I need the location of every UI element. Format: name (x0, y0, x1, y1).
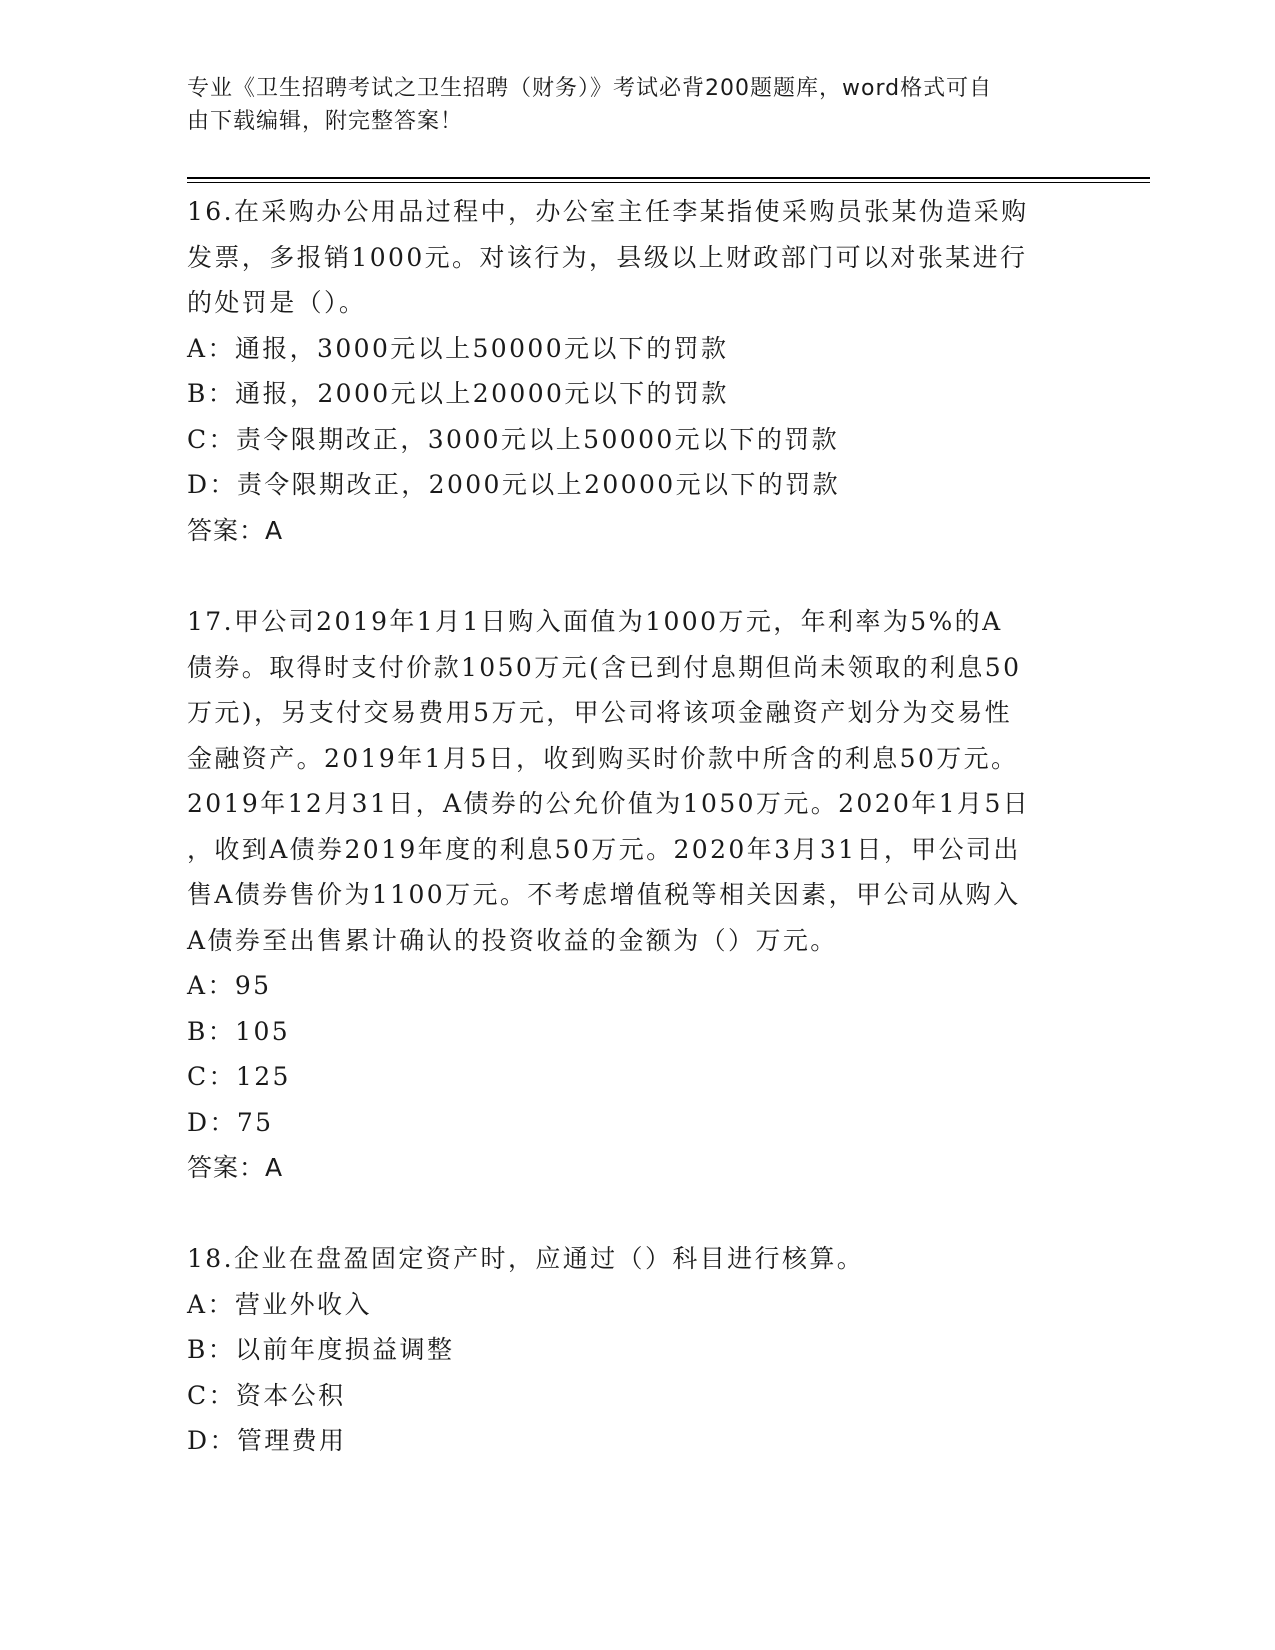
option-a: A：95 (187, 971, 272, 1000)
question-stem-line: 万元)，另支付交易费用5万元，甲公司将该项金融资产划分为交易性 (187, 698, 1013, 727)
header-divider-thin (187, 182, 1150, 183)
question-stem-line: A债券至出售累计确认的投资收益的金额为（）万元。 (187, 925, 838, 955)
option-b: B：以前年度损益调整 (187, 1335, 455, 1364)
option-a: A：通报，3000元以上50000元以下的罚款 (187, 333, 729, 363)
question-stem-line: 2019年12月31日，A债券的公允价值为1050万元。2020年1月5日 (187, 789, 1031, 818)
question-stem-line: 金融资产。2019年1月5日，收到购买时价款中所含的利息50万元。 (187, 743, 1019, 773)
option-c: C：125 (187, 1062, 291, 1091)
header-divider-thick (187, 177, 1150, 179)
header-line-2: 由下载编辑，附完整答案！ (187, 109, 464, 134)
answer-line: 答案：A (187, 1153, 284, 1182)
question-stem-line: 16.在采购办公用品过程中，办公室主任李某指使采购员张某伪造采购 (187, 197, 1029, 226)
option-b: B：通报，2000元以上20000元以下的罚款 (187, 379, 729, 408)
option-d: D：责令限期改正，2000元以上20000元以下的罚款 (187, 470, 840, 499)
option-d: D：管理费用 (187, 1426, 347, 1455)
question-stem-line: 售A债券售价为1100万元。不考虑增值税等相关因素，甲公司从购入 (187, 880, 1021, 909)
question-stem-line: ，收到A债券2019年度的利息50万元。2020年3月31日，甲公司出 (187, 834, 1021, 864)
question-stem-line: 发票，多报销1000元。对该行为，县级以上财政部门可以对张某进行 (187, 242, 1028, 272)
question-stem-line: 的处罚是（）。 (187, 288, 367, 317)
document-header (187, 72, 1067, 138)
header-line-1: 专业《卫生招聘考试之卫生招聘（财务）》考试必背200题题库，word格式可自 (187, 76, 993, 101)
option-c: C：责令限期改正，3000元以上50000元以下的罚款 (187, 424, 840, 454)
question-stem-line: 17.甲公司2019年1月1日购入面值为1000万元，年利率为5%的A (187, 607, 1003, 636)
answer-line: 答案：A (187, 515, 284, 545)
question-16 (187, 189, 1087, 553)
question-17 (187, 599, 1087, 1191)
option-a: A：营业外收入 (187, 1289, 372, 1319)
option-c: C：资本公积 (187, 1380, 346, 1410)
question-stem-line: 18.企业在盘盈固定资产时，应通过（）科目进行核算。 (187, 1244, 865, 1273)
option-d: D：75 (187, 1107, 274, 1137)
option-b: B：105 (187, 1016, 291, 1046)
question-stem-line: 债券。取得时支付价款1050万元(含已到付息期但尚未领取的利息50 (187, 652, 1022, 682)
question-18 (187, 1236, 1087, 1464)
